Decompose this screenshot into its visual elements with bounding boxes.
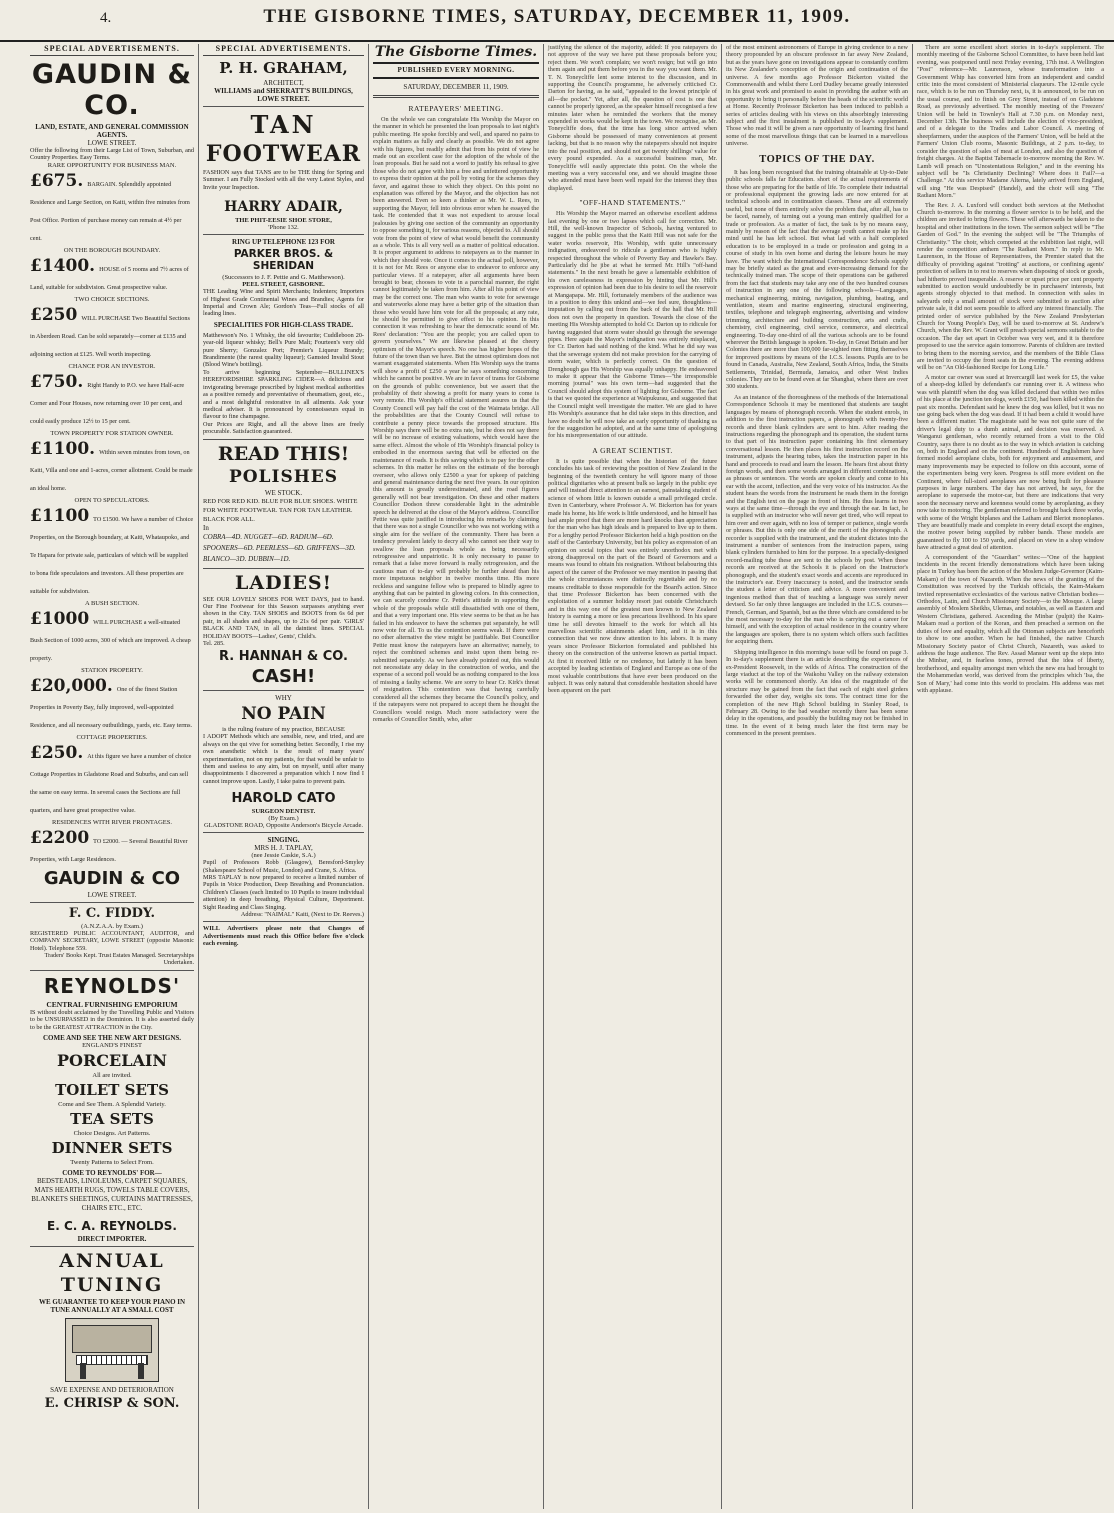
fiddy-text: REGISTERED PUBLIC ACCOUNTANT, AUDITOR, and COMPANY SECRETARY, LOWE STREET (opposite Masonic Hotel). Telephone 559. xyxy=(30,929,194,952)
property-price: £750. xyxy=(30,371,84,392)
property-listing xyxy=(30,609,194,665)
cato-sub: (By Exam.) xyxy=(268,815,299,823)
cato-role: SURGEON DENTIST. xyxy=(251,808,316,816)
graham-role: ARCHITECT, xyxy=(263,79,304,87)
toilet-sub: Come and See Them. A Splendid Variety. xyxy=(58,1101,166,1109)
fiddy-subtitle: (A.N.Z.A.A. by Exam.) xyxy=(81,922,143,930)
piano-illustration xyxy=(65,1318,159,1382)
column-4 xyxy=(543,44,721,1509)
porcelain-heading: PORCELAIN xyxy=(57,1051,167,1071)
page-masthead xyxy=(0,0,1114,42)
taplay-text-2: MRS TAPLAY is now prepared to receive a limited number of Pupils in Voice Production, Deep Breathing and Pronunciation. Children's Classes (each limited to 10 Pupils to insure individual attention) in deep breathing, Physical Culture, Deportment. Sight Reading and Class Singing. xyxy=(203,874,364,911)
reynolds-come: COME AND SEE THE NEW ART DESIGNS. xyxy=(42,1034,182,1043)
property-price: £250. xyxy=(30,742,84,763)
property-heading: CHANCE FOR AN INVESTOR. xyxy=(68,362,156,370)
section-heading: SPECIAL ADVERTISEMENTS. xyxy=(30,44,194,56)
tea-sub: Choice Designs. Art Patterns. xyxy=(73,1130,151,1138)
dinner-heading: DINNER SETS xyxy=(51,1139,173,1158)
property-price: £675. xyxy=(30,170,84,191)
property-text: HOUSE of 5 rooms and 7½ acres of Land, suitable for subdivision. Great prospective value. xyxy=(30,265,189,291)
published-line: PUBLISHED EVERY MORNING. xyxy=(373,66,539,79)
column-5 xyxy=(721,44,912,1509)
gaudin-title-2: GAUDIN & CO xyxy=(43,867,181,889)
chrisp-name: E. CHRISP & SON. xyxy=(44,1396,180,1412)
property-listing xyxy=(30,743,194,817)
polish-list: RED FOR RED KID. BLUE FOR BLUE SHOES. WHITE FOR WHITE FOOTWEAR. TAN FOR TAN LEATHER. BLACK FOR ALL. xyxy=(203,497,358,523)
property-listing xyxy=(30,439,194,495)
article-body: of the most eminent astronomers of Europe in giving credence to a new theory propounded by an obscure professor in far away New Zealand, but as the years have gone on investigations appear to constantly confirm its New Zealander's conception of the origin and continuation of the universe. A few months ago Professor Bickerton visited the Commonwealth and whilst there Lord Dudley became greatly interested in his great work and promised to assist in providing the author with an opportunity to bring it personally before the heads of the scientific world at Home. Recently Professor Bickerton has been induced to publish a series of articles dealing with his views on this absorbingly interesting subject and the first instalment is published in to-day's supplement. Those who read it will be given a rare opportunity of learning first hand some of the most marvellous things that can be learned in a marvellous universe. xyxy=(726,44,908,148)
polishes-heading: POLISHES xyxy=(228,466,339,487)
footwear-heading: FOOTWEAR xyxy=(205,141,362,167)
graham-street: LOWE STREET. xyxy=(257,95,310,103)
fiddy-extra: Traders' Books Kept. Trust Estates Managed. Secretaryships Undertaken. xyxy=(44,952,194,967)
gaudin-street-2: LOWE STREET. xyxy=(87,890,137,899)
property-text: TO £2000. — Several Beautiful River Properties, with Large Residences. xyxy=(30,837,188,863)
article-heading: "OFF-HAND STATEMENTS." xyxy=(579,198,686,208)
reynolds-list: BEDSTEADS, LINOLEUMS, CARPET SQUARES, MATS HEARTH RUGS, TOWELS TABLE COVERS, BLANKETS SHEETINGS, CURTAINS MATTRESSES, CHAIRS ETC., ETC. xyxy=(31,1177,193,1213)
adair-phone: 'Phone 132. xyxy=(268,224,299,232)
tuning-heading: TUNING xyxy=(60,1274,164,1297)
ladies-tel: Tel. 285. xyxy=(203,639,225,647)
reynolds-name: E. C. A. REYNOLDS. xyxy=(47,1219,177,1234)
nopain-sub: is the ruling feature of my practice, BECAUSE xyxy=(222,726,345,734)
column-1 xyxy=(26,44,198,1509)
taplay-text: Pupil of Professors Robb (Glasgow), Beresford-Smyley (Shakespeare School of Music, London) and Crane, S. Africa. xyxy=(203,859,364,874)
property-listing xyxy=(30,506,194,598)
property-text: Within seven minutes from town, on Kaiti, Villa and one and 1-acres, corner allotment. Could be made an ideal home. xyxy=(30,448,193,492)
spec-text-3: Our Prices are Right, and all the above lines are freely procurable. Satisfaction guaranteed. xyxy=(203,420,364,436)
reynolds-come-2: COME TO REYNOLDS' FOR— xyxy=(62,1169,162,1178)
tan-heading: TAN xyxy=(250,110,317,139)
hannah-name: R. HANNAH & CO. xyxy=(219,649,348,665)
property-heading: TWO CHOICE SECTIONS. xyxy=(74,295,150,303)
property-text: WILL PURCHASE Two Beautiful Sections in Aberdeen Road. Can be sold separately—corner at £135 and adjoining section at £125. Well worth inspecting. xyxy=(30,314,190,358)
parker-text: THE Leading Wine and Spirit Merchants; Indenters; Importers of Highest Grade Continental Wines and Brandies; Agents for Imperial and Crown Ale; Gordon's Teas—Full stocks of all leading lines. xyxy=(203,288,364,318)
reynolds-finest: ENGLAND'S FINEST xyxy=(82,1042,142,1050)
property-listing xyxy=(30,305,194,361)
property-heading: A BUSH SECTION. xyxy=(85,599,139,607)
porcelain-sub: All are invited. xyxy=(92,1072,132,1080)
property-heading: TOWN PROPERTY FOR STATION OWNER. xyxy=(50,429,174,437)
property-text: Right Handy to P.O. we have Half-acre Corner and Four Houses, now returning over 10 per cent, and could easily produce 12½ to 15 per cent. xyxy=(30,381,185,425)
ladies-heading: LADIES! xyxy=(234,571,332,594)
property-price: £1000 xyxy=(30,608,90,629)
rare-heading: RARE OPPORTUNITY FOR BUSINESS MAN. xyxy=(47,161,177,169)
article-heading: A GREAT SCIENTIST. xyxy=(592,445,673,455)
cash-heading: CASH! xyxy=(251,666,316,688)
columns xyxy=(26,44,1108,1509)
property-heading: STATION PROPERTY. xyxy=(81,666,143,674)
property-heading: RESIDENCES WITH RIVER FRONTAGES. xyxy=(52,818,172,826)
property-price: £1400. xyxy=(30,255,96,276)
gaudin-intro: Offer the following from their Large List of Town, Suburban, and Country Properties. Easy Terms. xyxy=(30,147,194,162)
property-listing xyxy=(30,372,194,428)
property-listing xyxy=(30,256,194,294)
taplay-name: MRS H. J. TAPLAY, xyxy=(254,844,313,853)
property-listing xyxy=(30,676,194,732)
property-heading: OPEN TO SPECULATORS. xyxy=(74,496,150,504)
toilet-heading: TOILET SETS xyxy=(55,1081,169,1100)
section-heading: SPECIAL ADVERTISEMENTS. xyxy=(203,44,364,56)
article-body: The Rev. J. A. Luxford will conduct both services at the Methodist Church to-morrow. In the morning a flower service is to be held, and the children are invited to bring flowers. These will afterwards be taken to the hospital and other institutions in the town. The sermon subject will be "The Garden of God." In the evening the subject will be "The Triumphs of Christianity." The choir, which competed at the exhibition last night, will render the competition anthem "The Radiant Morn." In reply to Mr. Laurenson, in the House of Representatives, the Premier stated that the difficulty of providing against "trotting" at auctions, or confining agents' protection of sellers in to rest to reserves when disposing of stock or goods, had hitherto proved insuperable. A reserve or upset price per cent property submitted to auction would undoubtedly be in purchasers' interests, but agents strongly objected to that method. In connection with sales in saleyards only a small amount of stock were submitted to auction after private sale, it did not seem possible to afford any interest financially. The printed order of service published by the New Zealand Presbyterian Church for Young People's Day, will be used to-morrow at St. Andrew's Church, when the Rev. W. Grant will preach special sermons suitable to the occasion. The day set apart in October was very wet, and it is therefore proposed to use the service again tomorrow. Parents of children are invited to bring them to the morning service, and the members of the Bible Class are invited to occupy the front seats in the evening. The evening address will be on "An Old-fashioned Recipe for Long Life." xyxy=(917,201,1104,372)
save-text: SAVE EXPENSE AND DETERIORATION xyxy=(50,1386,174,1395)
reynolds-emporium: CENTRAL FURNISHING EMPORIUM xyxy=(46,999,178,1009)
article-body: It is quite possible that when the historian of the future concludes his task of reviewing the position of New Zealand in the beginning of the twentieth century he will ignore many of those political dignitaries who at present bulk so largely in the public eye and will instead direct attention to an earnest, painstaking student of science of whom little is known outside a small privileged circle. Even in Canterbury, where Professor A. W. Bickerton has for years made his home, his life work is little understood, and he himself has had ample proof that there are more hard knocks than appreciation for the man who has high ideals and is prepared to live up to them. For a lengthy period Professor Bickerton held a high position on the staff of the Canterbury University, but his policy as expression of an opinion on social topics that was entirely unorthodox met with strong disapproval on the part of the Board of Governors and a means was found to obtain his resignation. Without belabouring this aspect of the career of the Professor we may mention in passing that the whole circumstances were distinctly regrettable and by no means creditable to those responsible for the Board's action. Since that time Professor Bickerton has been concerned with the exploitation of a summer holiday resort just outside Christchurch and in this way one of the greatest men known to New Zealand history is earning a more or less precarious livelihood. In his spare time he still devotes himself to the work for which all his marvellous scientific attainments adapt him, and it is in this connection that we now draw attention to his labors. It is many years since Professor Bickerton formulated and published his theory on the construction of the universe known as partial impact. At first it received little or no credence, but latterly it has been accepted by leading scientists of England and Europe as one of the most valuable contributions that have ever been produced on the subject. It was only natural that considerable hesitation should have been apparent on the part xyxy=(548,457,717,695)
property-price: £1100. xyxy=(30,438,96,459)
property-text: BARGAIN. Splendidly appointed Residence and Large Section, on Kaiti, within five minutes from Post Office. Portion of purchase money can remain at 4½ per cent. xyxy=(30,180,190,242)
property-price: £1100 xyxy=(30,505,90,526)
tan-text: FASHION says that TANS are to be THE thing for Spring and Summer. I am Fully Stocked with all the very Latest Styles, and Invite your Inspection. xyxy=(203,169,364,191)
article-body: A motor car owner was sued at Invercargill last week for £5, the value of a sheep-dog killed by defendant's car running over it. A witness who was with plaintiff when the dog was killed declared that within two miles of his place at the junction ten dogs, worth £150, had been killed within the past six months. Defendant said he knew the dog was killed, but it was no use going back when the dog was dead. If it had been a child it would have been a different matter. The magistrate said he was not quite sure of the driver's legal duty to a dumb animal, and decision was reserved. A Wanganui gentleman, who recently returned from a visit to the Old Country, says there is no doubt as to the way in which aviation is catching on, both in England and on the continent. Hundreds of Englishmen have formed model aeroplane clubs, both for enjoyment and amusement, and many improvements may be expected to follow on this account, some of the experimenters being very keen. Progress is still more evident on the Continent, where full-sized aeroplanes are now being built for pleasure purposes in large numbers. The day has not arrived, he says, for the aeroplane to supersede the motor-car, but there are indications that very soon the necessary nerve and keenness would come by aeroplaning, as they now take to motoring. The gentleman referred to brought back three works, with some of the Wright biplanes and the Latham and Bleriot monoplanes. They are beautifully made and complete in every detail except the engines, the motive power being supplied by rubber bands. These models are guaranteed to fly 100 to 150 yards, and placed on view in a shop window have attracted a great deal of attention. xyxy=(917,373,1104,552)
property-price: £250 xyxy=(30,304,78,325)
article-body: A correspondent of the "Guardian" writes:—"One of the happiest incidents in the recent friendly demonstrations which have been taking place in Turkey has been the action of the Moslem Judge-Governor (Kaim-Makam) of the town of Nazareth. When the news of the granting of the Constitution was received by the Turkish officials, the Kaim-Makam invited representative ecclesiastics of the various native Christian bodies—Orthodox, Latin, and Church Missionary Society—to the Mosque. A large assembly of Moslem Sheikhs, Ulemas, and notables, as well as Eastern and Western Christians, gathered. Ascending the Minbar (pulpit) the Kaim-Makam read a portion of the Koran, and then preached a sermon on the duties of love and equality, which all the Ottoman subjects are henceforth to show to one another. When he had finished, the native Church Missionary Society pastor of Christ Church, Nazareth, was asked to address the huge audience. The Rev. Assad Mansur went up the steps into the Minbar, and, in fearless tones, proved that the idea of liberty, brotherhood, and equality amongst men which the new era had brought to the Mohammedan world, was derived from the principles which 'Isa, the Son of Mary,' had come into this world to proclaim. His address was met with applause. xyxy=(917,553,1104,694)
property-listing xyxy=(30,828,194,866)
parker-sub: (Successors to J. F. Pettie and G. Matthewson). xyxy=(222,274,345,282)
editorial-date: SATURDAY, DECEMBER 11, 1909. xyxy=(403,83,509,91)
adair-name: HARRY ADAIR, xyxy=(224,199,343,216)
property-heading: ON THE BOROUGH BOUNDARY. xyxy=(63,246,161,254)
article-body: As an instance of the thoroughness of the methods of the International Correspondence Schools it may be mentioned that students are taught languages by means of phonograph records. When the student enrols, in addition to the first instruction papers, a phonograph with twenty-five records and three blank cylinders are sent to him. After reading the instructions regarding the phonograph and its operation, the student turns to that part of his instruction paper containing his first elementary conversational lesson. He then places his first instruction record on the instrument, adjusts the hearing tubes, takes the instruction paper in his hand and proceeds to read and learn the lesson. He hears first about thirty foreign words, and then some words arranged in different combinations, as phrases or sentences. The words are spoken clearly and come to his ear with the accent, inflection, and the very voice of his instructor. As the student hears the words from the instrument he reads them in the foreign and the English text on the page in front of him. He thus learns in two ways at the same time—through the eye and through the ear. In fact, he is supplied with an instructor who will never get tired, who will repeat to him over and over again, with no loss of temper or patience, single words or phrases. But this is only one side of the merit of the phonograph. A recorder is supplied with the instrument, and the student dictates into the instrument a number of sentences from the instruction papers, using blank cylinders furnished to him for the purpose. In a specially-designed record-mailing tube these are sent to the schools by post. When these records are received at the Schools it is placed on the Instructor's phonograph, and the student's exact words and accents are reproduced in the instructor's ear. Every inaccuracy is noted, and the instructor sends the student a letter of criticism and advice. A more convenient and ingenious method than that of teaching a language was surely never devised. So far only three languages are included in the I.C.S. courses—French, German, and Spanish, but as the three which are considered to be the most necessary to-day for the man who is carrying out a career for himself, and with the exception of actual residence in the country where the languages are spoken, there is no system which offers such facilities for acquiring them. xyxy=(726,393,908,646)
taplay-sub: (nee Jessie Caskie, S.A.) xyxy=(251,852,316,860)
polish-prices: COBRA—4D. NUGGET—6D. RADIUM—6D. SPOONERS—6D. PEERLESS—6D. GRIFFENS—3D. BLANCO—3D. DUBBIN—1D. xyxy=(203,532,356,563)
fiddy-title: F. C. FIDDY. xyxy=(68,905,156,921)
dinner-sub: Twenty Patterns to Select From. xyxy=(70,1159,154,1167)
nopain-heading: NO PAIN xyxy=(241,704,326,725)
paper-masthead: The Gisborne Times. xyxy=(373,44,539,64)
property-price: £2200 xyxy=(30,827,90,848)
article-body: There are some excellent short stories in to-day's supplement. The monthly meeting of the Gisborne School Committee, to have been held last evening, was postponed until next Friday evening, 17th inst. A Wellington "Post" reference—Mr. Laurenson, whose transformation into a Government Whip has converted him from an independent and candid critic into the most consistent of Ministerial claqueurs. The 12-mile cycle race, which is to be run on Thursday next, is, it is announced, to be run on the usual course, and to finish on Grey Street, instead of on Gladstone Road, as previously advertised. The monthly meeting of the Freezers' Union will be held in Townley's Hall at 7.30 p.m. on Monday next, December 13th. The business will include the election of vice-president, and of a delegate to the Trades and Labor Council. A meeting of sheepfarmers, under the auspices of the Farmers' Union, will be held at the Farmers' Union Club rooms, Masonic Buildings, at 2 p.m. to-day, to consider the question of sales of meat at London, and also the question of freight charges. At the Baptist Tabernacle to-morrow morning the Rev. W. Lamb will preach on "Unostentatious Religion," and in the evening his subject will be "Is Christianity Declining? Where does it Fail?—a Challenge." At this service Madame Alterna, lately arrived from England, will sing "He was Despised" (Handel), and the choir will sing "The Radiant Morn." xyxy=(917,44,1104,200)
column-6 xyxy=(912,44,1108,1509)
page-number: 4. xyxy=(100,10,112,26)
property-price: £20,000. xyxy=(30,675,113,696)
spec-text-2: To arrive beginning September—BULLINEX'S HEREFORDSHIRE SPARKLING CIDER—A delicious and invigorating beverage prescribed by highest medical authorities as a positive remedy and preventative of rheumatism, gout, etc., and a most delightful restorative in all ailments. Ask your medical adviser. It is pronounced by connoisseurs equal in flavour to fine champagne. xyxy=(203,368,364,421)
article-body: Shipping intelligence in this morning's issue will be found on page 3. In to-day's supplement there is an article describing the experiences of ex-President Roosevelt, in the wilds of Africa. The construction of the large viaduct at the top of the Waikohu Valley on the railway extension works will be commenced shortly. An idea of the magnitude of the structure may be gained from the fact that each of eight steel girders forwarded the other day, weighs six tons. The contract time for the completion of the new High School building in Stanley Road, is February 28. Owing to the bad weather recently there has been some delay in the operations, and possibly the building may not be finished in time. In the event of it being much later the first term may be commenced in the present premises. xyxy=(726,648,908,738)
adair-sub: THE PHIT-EESIE SHOE STORE, xyxy=(235,217,332,225)
gaudin-subtitle: LAND, ESTATE, AND GENERAL COMMISSION AGENTS. xyxy=(35,123,189,139)
property-text: WILL PURCHASE a well-situated Bush Section of 1000 acres, 300 of which are improved. A cheap property. xyxy=(30,618,191,662)
in-text: In xyxy=(203,523,209,532)
column-3 xyxy=(368,44,543,1509)
reynolds-text: IS without doubt acclaimed by the Travelling Public and Visitors to be UNSURPASSED in the Dominion. It is also asserted daily to be the GREATEST ATTRACTION in the City. xyxy=(30,1008,194,1031)
newspaper-title: THE GISBORNE TIMES, SATURDAY, DECEMBER 11, 1909. xyxy=(263,6,851,27)
property-heading: COTTAGE PROPERTIES. xyxy=(76,733,148,741)
article-body: justifying the silence of the majority, added: If you ratepayers do not approve of the way we have put these proposals before you; reject them. We won't complain; we won't resign; but will go into them again and put them before you in the way you want them. Mr. T. N. Toneycliffe lent some interest to the discussion, and in supporting the Council's programme, he adversely criticised Cr. Darton for having, as he said, "appealed to the lowest principle of all—the pocket." Yet, after all, the question of cost is one that cannot be properly ignored, as the speaker himself recognised a few minutes later when he reminded the workers that the money expended in works would be kept in the town. We recognise, as Mr. Toneycliffe does, that the time has long since arrived when Gisborne should be possessed of many conveniences at present lacking, but that is no reason why the ratepayers should not inquire into the real position, and should not get twenty shillings' value for every pound expended. As a successful business man, Mr. Toneycliffe will easily appreciate this point. On the whole the meeting was a very successful one, and we should imagine those who attended must have been well repaid for the interest they thus displayed. xyxy=(548,44,717,192)
column-2 xyxy=(198,44,368,1509)
stock-text: WE STOCK. xyxy=(264,488,303,497)
ladies-text: SEE OUR LOVELY SHOES FOR WET DAYS, just to hand. Our Fine Footwear for this Season surpasses anything ever shown in the City. TAN SHOES and BOOTS from 6s 6d per pair, in all shades and shapes, up to 21s 6d per pair. 'GIRLS' BLACK AND TAN, in all the daintiest lines. SPECIAL HOLIDAY BOOTS—Ladies', Gents', Child's. xyxy=(203,595,364,640)
tuning-text: WE GUARANTEE TO KEEP YOUR PIANO IN TUNE ANNUALLY AT A SMALL COST xyxy=(38,1298,186,1315)
topics-heading: TOPICS OF THE DAY. xyxy=(759,153,875,165)
property-text: One of the finest Station Properties in Poverty Bay, fully improved, well-appointed Residence, and all necessary outbuildings, yards, etc. Easy terms. xyxy=(30,685,193,729)
property-listing xyxy=(30,171,194,245)
spec-heading: SPECIALITIES FOR HIGH-CLASS TRADE. xyxy=(213,320,354,329)
singing-heading: SINGING. xyxy=(267,836,300,845)
parker-name: PARKER BROS. & SHERIDAN xyxy=(233,248,334,273)
advertisers-notice: WILL Advertisers please note that Changes of Advertisements must reach this Office before five o'clock each evening. xyxy=(203,925,364,948)
cato-address: GLADSTONE ROAD, Opposite Anderson's Bicycle Arcade. xyxy=(203,822,363,830)
why-text: WHY xyxy=(275,694,292,703)
article-body: It has long been recognised that the training obtainable at Up-to-Date public schools falls far Education. short of the actual requirements of those who are preparing for the battle of life. To complete their industrial or professional equipment the growing lads are now entered for at technical schools and in continuation classes. These are all extremely useful, but none of them entirely solve the problem that, after all, has to be faced, namely, of turning out a young man entirely qualified for a trade or profession. As a matter of fact, the task is by no means easy, mainly by reason of the fact that the average youth cannot make up his mind until he has left school. But what lad with a half completed education is to be employed in a trade or profession and going in a course of study in his own home and during the leisure hours he may have. The want which the International Correspondence Schools supply may be briefly stated as the great and ever-increasing demand for the technically trained man. The scope of their operations can be gathered from the fact that students may take any one of the two hundred courses of instruction in any one of the following schools—Languages, mechanical engineering, mining, navigation, plumbing, heating, and ventilation, steam and marine engineering, structural engineering, textiles, telephone and telegraph engineering, advertising and window trimming, architecture and building construction, arts and crafts, chemistry, civil engineering, civil service, commerce, and electrical engineering. To-day one-third of all the various schools are to be found wherever the British language is spoken. To-day, in Great Britain and her Colonies there are more than 100,000 far-sighted men fitting themselves for improved positions by means of the I.C.S. lessons. Pupils are to be found in Canada, Australia, New Zealand, South Africa, India, the Straits Settlements, Trinidad, Bermuda, Jamaica, and other West Indies colonies. They are to be found even at far Shanghai, where there are over 300 students. xyxy=(726,168,908,391)
taplay-address: Address: "NAIMAL" Kaiti, (Next to Dr. Reeves.) xyxy=(240,911,364,919)
reynolds-title: REYNOLDS' xyxy=(43,973,181,998)
article-heading: RATEPAYERS' MEETING. xyxy=(408,104,504,113)
cato-name: HAROLD CATO xyxy=(231,791,336,807)
spec-text: Matthewson's No. 1 Whisky, the old favourite; Cuddleboon 20-year-old liqueur whisky; Bell's Pure Malt; Fourteen's very old pure Sherry; Gonzalez Port; Premier's Liqueur Brandy; Brandimente (the rarest quality liqueur); Gamsted Invalid Stout (Blood Wine's bottling). xyxy=(203,331,364,369)
parker-street: PEEL STREET, GISBORNE. xyxy=(242,281,325,289)
property-text: At this figure we have a number of choice Cottage Properties in Gladstone Road and Suburbs, and can sell the same on easy terms. In several cases the Sections are full quarters, and have great prospective value. xyxy=(30,752,192,814)
property-text: TO £1500. We have a number of Choice Properties, on the Borough boundary, at Kaiti, Whataupoko, and Te Hapara for private sale, particulars of which will be supplied to bona fide speculators and investors. All these properties are suitable for subdivision. xyxy=(30,515,194,595)
graham-name: P. H. GRAHAM, xyxy=(219,59,348,77)
gaudin-title: GAUDIN & CO. xyxy=(31,59,193,121)
gaudin-street: LOWE STREET. xyxy=(87,139,137,147)
read-heading: READ THIS! xyxy=(217,442,350,465)
ring-text: RING UP TELEPHONE 123 FOR xyxy=(232,238,335,247)
annual-heading: ANNUAL xyxy=(59,1250,165,1273)
graham-address: WILLIAMS and SHERRATT'S BUILDINGS, xyxy=(214,87,353,95)
reynolds-role: DIRECT IMPORTER. xyxy=(77,1235,147,1244)
tea-heading: TEA SETS xyxy=(70,1110,154,1129)
article-body: On the whole we can congratulate His Worship the Mayor on the manner in which he presented the loan proposals to last night's public meeting. He spoke forcibly and well, and spared no pains to explain matters as fully and clearly as possible. We do not agree with his figures, but readily admit that from his point of view he made out an excellent case for the adoption of the whole of the loan proposals. But he said not a word to justify his refusal to give those who do not agree with him a free and unfettered opportunity to express their opinion at the poll by voting for the schemes they favor, and against those to which they object. On this point no explanation was offered by the Mayor, and the objection has not been answered. Even so keen a thinker as Mr. W. L. Rees, in supporting the Mayor, fell into obvious error when he essayed the task. He contended that it was not expedient to arouse local jealousies by giving one section of the community an opportunity to oppose something it, for various reasons, objected to. All should vote from the point of view of what would benefit the community as a whole. This is all very well as a matter of political education. It is proper argument to address to ratepayers as to the manner in which they should vote. Once it comes to the actual poll, however, it is not for Mr. Rees or anyone else to endeavor to enforce any particular views. If a ratepayer, after all arguments have been brought to bear, chooses to vote in a parochial manner, the right cannot legitimately be taken from him. After all his point of view may be the correct one. The man who wants to vote for sewerage and waterworks alone may have a better grip of the situation than those who would have him vote for all the proposals; at any rate, he should be permitted to give effect to his opinion. In this connection it was refreshing to hear the democratic sound of Mr. Rees' declaration: "You are the people; you are called upon to govern yourselves." We are likewise pleased at the cheery optimism of the Mayor's speech. No one has higher hopes of the future of the town than we have. But the utmost optimism does not warrant exaggerated statements. When His Worship says the trams will show a profit of £250 a year he says something concerning which he cannot be positive. We are in favor of trams for Gisborne on the grounds of public convenience, but we assert that the probability of their showing a profit for many years to come is very remote. His Worship's official statement assures us that the County Council will pay half the cost of the Waimata bridge. All the probabilities are that the County Council will refuse to contribute a penny piece towards the proposed structure. His Worship says there will be no extra rate, but he does not say there will be no increase of existing valuations, which would have the same effect. Almost the whole of His Worship's financial policy is embodied in the enormous saving that will be effected on the maintenance of roads. It is this saving which is to pay for the other schemes. In this matter he relies on the estimate of the borough overseer, who allows only £2500 a year for upkeep of patching and general maintenance during the next five years. In our opinion this amount is greatly underestimated, and the road figures generally will not bear investigation. On these and other matters Councillor Dodson threw considerable light in the admirable speech he delivered at the close of the Mayor's address. Councillor Pettie was quite justified in introducing his remarks by claiming that there was not a single Councillor who was not working with a single aim for the welfare of the community. There has been a tendency prevalent lately to decry all who cannot see their way to swallow the loan proposals whole as being necessarily retrogressive and unpatriotic. It is only necessary to pause to remark that a false move forward is really retrogression, and the cautious man of to-day will probably be further ahead than his more impetuous neighbor in twelve months time. His more reckless and sanguine fellow who is prepared to blindly agree to anything that can be painted in glowing colors. In this connection, we can scarcely condone Cr. Pettie's attitude in supporting the whole of the proposals while still dissatisfied with one of them, and that a very important one. His view seems to be that as he has failed in his endeavor to have the schemes put separately, he will now vote for all. To us the contention seems weak. If there were no other alternative the view might be justifiable. But Councillor Pettie must know the ratepayers have an alternative; namely, to reject the combined schemes and insist upon them being re-submitted separately. As we have already pointed out, this would not necessitate any delay in the construction of works, and the expense of a second poll would be as nothing compared to the loss of missing a faulty scheme. We are sorry to hear Cr. Kirk's threat of resignation. This contention was that having carefully considered all the schemes they became the Council's policy, and if the ratepayers were not prepared to accept them he thought the Councillors would resign. Much more satisfactory were the remarks of Councillor Smith, who, after xyxy=(373,116,539,723)
article-body: His Worship the Mayor marred an otherwise excellent address last evening by one or two lapses which call for correction. Mr. Hill, the well-known Inspector of Schools, having ventured to suggest in the public press that the Kaiti Hill was not safe for the water works reservoir, His Worship, with quite unnecessary indignation, endeavored to ridicule a gentleman who is highly respected throughout the whole of Poverty Bay and Hawke's Bay. Particularly did he jibe at what he termed Mr. Hill's "off-hand statements." In the next breath he gave a lamentable exhibition of his own carelessness in expression by hinting that Mr. Hill's expression of opinion had been due to his desire to sell the reservoir at Mangapapa. Mr. Hill, fortunately members of the audience was in a position to deny this unkind and—we feel sure, thoughtless—imputation by calling out from the back of the hall that Mr. Hill does not own the property in question. Towards the close of the meeting His Worship attempted to hold Cr. Darton up to ridicule for having suggested that storm water should go through the sewerage pipes. Here again the Mayor's indignation was entirely misplaced, for Cr. Darton had said nothing of the kind. What he did say was that the sewerage system did not make provision for the carrying of storm water, which is perfectly correct. On the question of Drenghough gas His Worship was equally unhappy. He endeavored to make it appear that the Gisborne Times—"the irresponsible morning journal" was his own term—had suggested that the Council should adopt this system of lighting for Gisborne. The fact is that we quoted the experience at Waipukurau, and suggested that the Council might well investigate the matter. We are glad to have His Worship's assurance that he did take steps in this direction, and have no doubt he will now take an early opportunity of thanking us for the suggestion he adopted, and at the same time of apologising for his misrepresentation of our attitude. xyxy=(548,210,717,440)
nopain-text: I ADOPT Methods which are sensible, new, and tried, and are always on the qui vive for something better. Secondly, I rise my own anæsthetic which is the result of many years' experimentation, not on my patients, for that would be unfair to them and useless to any aim, but on myself, until after many disappointments I discovered a preparation which I now find I cannot improve upon. Lastly, I take pains to prevent pain. xyxy=(203,733,364,785)
